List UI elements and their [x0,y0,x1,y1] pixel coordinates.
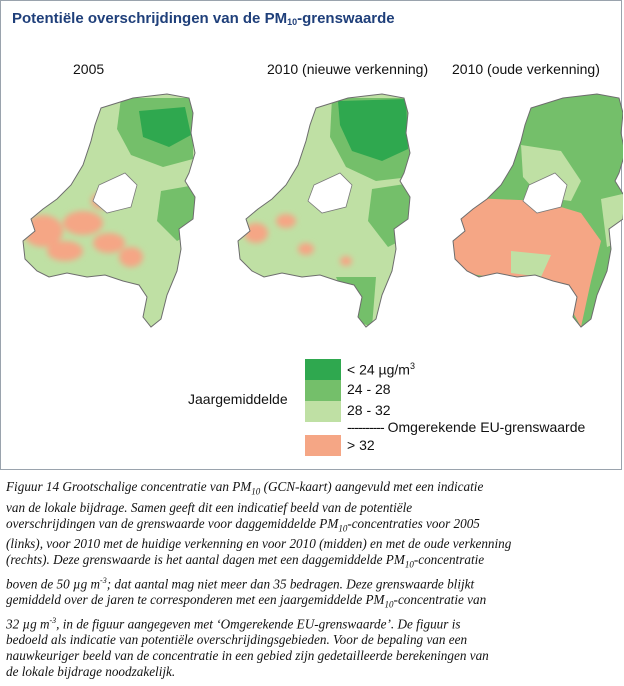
maps-area [1,81,623,351]
legend-label-28-32: 28 - 32 [347,402,391,418]
map-2005 [23,94,195,327]
caption-line: nauwkeuriger beeld van de concentratie in een gebied zijn gedetailleerde berekeningen van [6,648,489,664]
legend-swatch-gt32 [305,435,341,456]
legend-label-gt32: > 32 [347,437,375,453]
map-label-2010-old: 2010 (oude verkenning) [452,61,600,77]
map-2010-new [238,94,412,327]
figure-caption [6,479,618,680]
caption-line: Figuur 14 Grootschalige concentratie van $PM_{10}$ (GCN-kaart) aangevuld met een indicatie [6,479,484,497]
legend-swatch-24-28 [305,380,341,401]
legend-label-lt24: < 24 $\mu g/m^3$ [347,361,415,378]
caption-line: boven de 50 µg $m^{-3}$; dat aantal mag niet meer dan 35 bedragen. Deze grenswaarde blijkt [6,575,475,592]
figure-title: Potentiële overschrijdingen van de $PM_{10}$-grenswaarde [12,10,395,27]
caption-line: (links), voor 2010 met de huidige verkenning en voor 2010 (midden) en met de oude verkenning [6,536,512,552]
legend-label-24-28: 24 - 28 [347,381,391,397]
legend [1,351,623,471]
map-label-2010-new: 2010 (nieuwe verkenning) [267,61,429,77]
legend-swatch-28-32 [305,401,341,422]
caption-line: gemiddeld over de jaren te corresponderen met een jaargemiddelde $PM_{10}$-concentratie van [6,592,487,610]
caption-line: de lokale bijdrage noodzakelijk. [6,664,176,680]
caption-line: overschrijdingen van de grenswaarde voor daggemiddelde $PM_{10}$-concentraties voor 2005 [6,515,480,534]
legend-swatch-lt24 [305,359,341,380]
map-label-2005: 2005 [73,61,105,77]
map-2010-old [451,94,623,327]
caption-line: van de lokale bijdrage. Samen geeft dit een indicatief beeld van de potentiële [6,499,413,515]
caption-line: bedoeld als indicatie van potentiële overschrijdingsgebieden. Voor de bepaling van een [6,632,468,648]
caption-line: 32 µg $m^{-3}$, in de figuur aangegeven met ‘Omgerekende EU-grenswaarde’. De figuur is [6,615,461,632]
caption-line: (rechts). Deze grenswaarde is het aantal dagen met een daggemiddelde $PM_{10}$-concentratie [6,552,485,570]
legend-eu-threshold: ---------- Omgerekende EU-grenswaarde [347,419,586,435]
legend-title: Jaargemiddelde [188,391,288,407]
